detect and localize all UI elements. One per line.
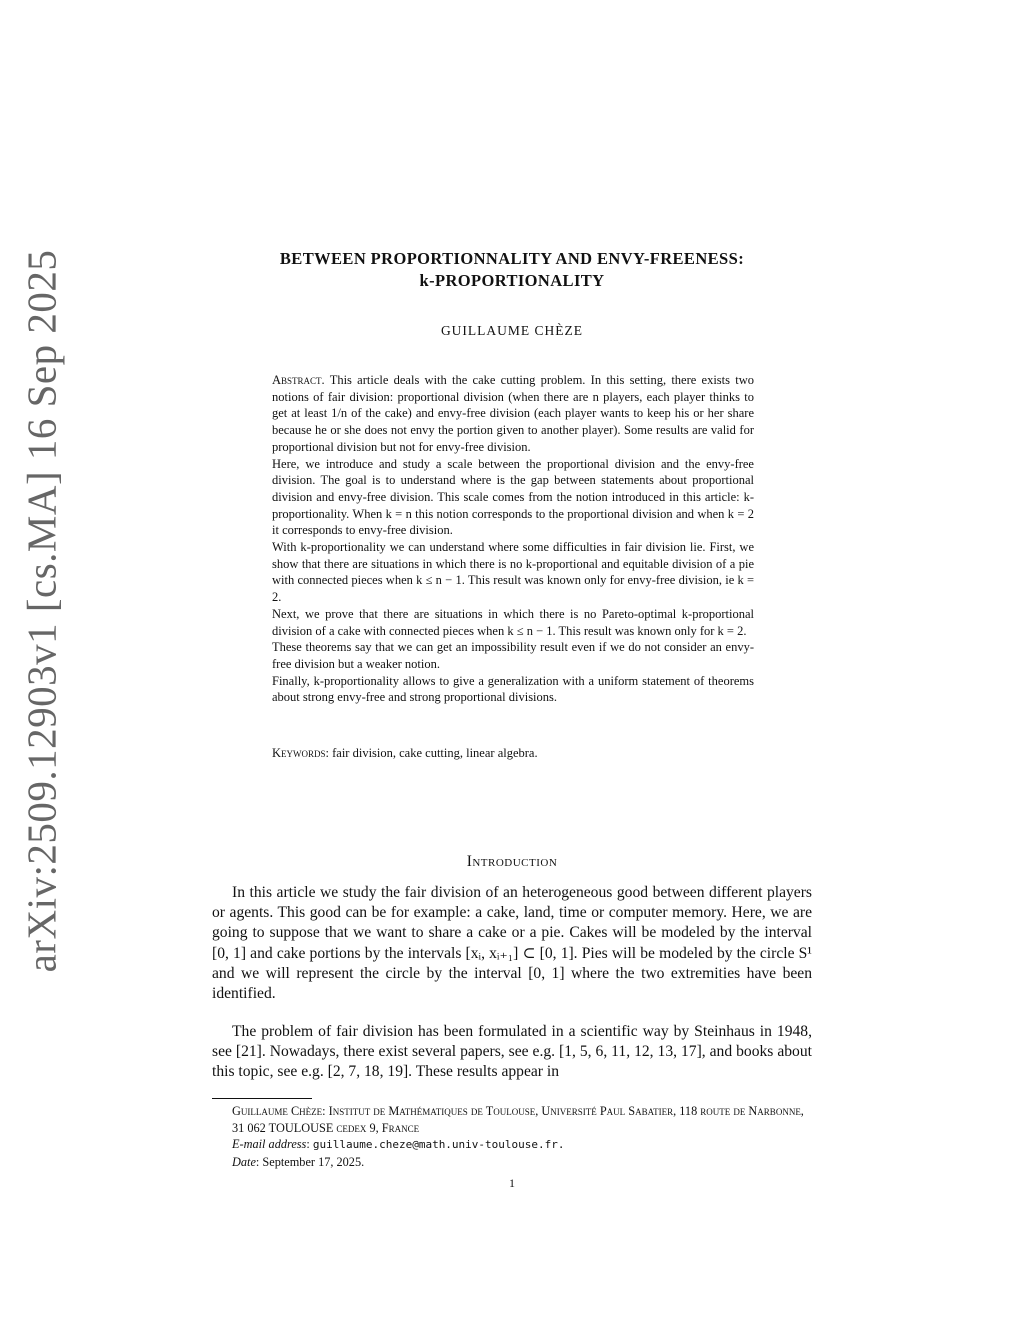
email-address[interactable]: guillaume.cheze@math.univ-toulouse.fr. [312,1138,565,1151]
body-paragraph-2: The problem of fair division has been formulated in a scientific way by Steinhaus in 1948, see [21]. Nowadays, there exist several papers, see e.g. [1, 5, 6, 11, 12, 13, 17], and books about this topic, see e.g. [2, 7, 18, 19]. These results appear in [212,1023,812,1081]
arxiv-identifier-text: arXiv:2509.12903v1 [cs.MA] 16 Sep 2025 [18,249,64,973]
date-label: Date [232,1154,256,1169]
keywords-text: fair division, cake cutting, linear algebra. [332,746,538,760]
title-line-2: k-PROPORTIONALITY [419,271,605,290]
page-number: 1 [509,1176,515,1190]
body-paragraph-1: In this article we study the fair division of an heterogeneous good between different players or agents. This good can be for example: a cake, land, time or computer memory. Here, we are going to suppose that we want to share a cake or a pie. Cakes will be modeled by the interval [0, 1] and cake portions by the intervals [xᵢ, xᵢ₊₁] ⊂ [0, 1]. Pies will be modeled by the circle S¹ and we will represent the circle by the interval [0, 1] where the two extremities have been identified. [212,884,812,1003]
date-value: September 17, 2025. [262,1154,365,1169]
abstract-paragraph: Here, we introduce and study a scale between the proportional division and the envy-free division. The goal is to understand where is the gap between statements about proportional division and envy-free division. This scale comes from the notion introduced in this article: k-proportionality. When k = n this notion corresponds to the proportional division and when k = 2 it corresponds to envy-free division. [272,456,754,538]
title-line-1: BETWEEN PROPORTIONNALITY AND ENVY-FREENESS: [279,249,745,268]
author-affiliation: Guillaume Chèze: Institut de Mathématiques de Toulouse, Université Paul Sabatier, 118 route de Narbonne, 31 062 TOULOUSE cedex 9, France [232,1104,804,1135]
keywords [272,745,754,761]
section-heading-introduction: Introduction [466,853,558,870]
abstract-paragraph: With k-proportionality we can understand where some difficulties in fair division lie. First, we show that there are situations in which there is no k-proportional and equitable division of a pie with connected pieces when k ≤ n − 1. This result was known only for envy-free division, ie k = 2. [272,540,754,605]
email-line: E-mail address: guillaume.cheze@math.univ-toulouse.fr. [232,1137,565,1151]
arxiv-identifier-stamp [2,249,80,973]
abstract-paragraph: Abstract. This article deals with the cake cutting problem. In this setting, there exists two notions of fair division: proportional division (when there are n players, each player thinks to get at least 1/n of the cake) and envy-free division (each player wants to keep his or her share because he or she does not envy the portion given to another player). Some results are valid for proportional division but not for envy-free division. [272,373,755,454]
email-label: E-mail address [232,1137,307,1151]
author-name: GUILLAUME CHÈZE [440,323,584,338]
keywords-label: Keywords: [272,746,329,760]
footnotes [212,1103,812,1170]
date-line: Date: September 17, 2025. [232,1154,365,1169]
abstract-label: Abstract. [272,373,325,387]
footnote-divider [212,1098,312,1099]
abstract [272,372,754,706]
abstract-paragraph: These theorems say that we can get an impossibility result even if we do not consider an envy-free division but a weaker notion. [272,640,754,671]
paper-title [160,248,864,292]
abstract-paragraph: Next, we prove that there are situations in which there is no Pareto-optimal k-proportional division of a cake with connected pieces when k ≤ n − 1. This result was known only for k = 2. [272,606,754,638]
abstract-paragraph: Finally, k-proportionality allows to give a generalization with a uniform statement of theorems about strong envy-free and strong proportional divisions. [272,673,754,705]
